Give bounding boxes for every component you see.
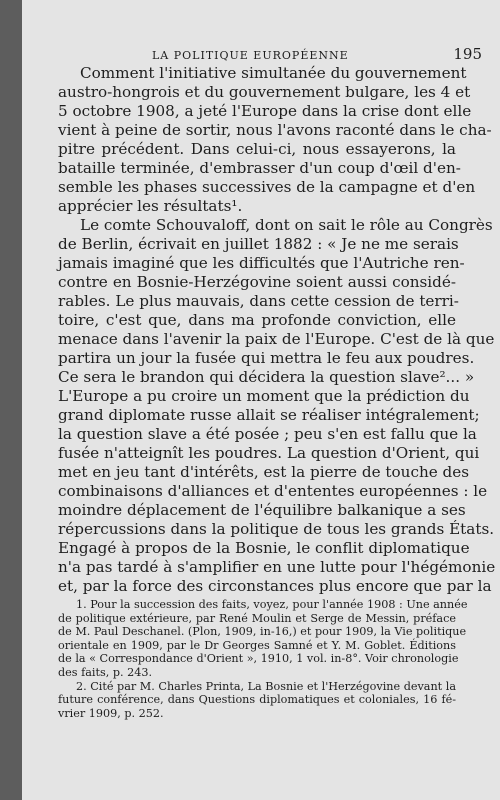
footnote-line: orientale en 1909, par le Dr Georges Samné et Y. M. Goblet. Éditions	[58, 638, 456, 652]
text-line: semble les phases successives de la campagne et d'en	[58, 178, 476, 196]
text-line: bataille terminée, d'embrasser d'un coup d'œil d'en-	[58, 159, 461, 177]
text-line: répercussions dans la politique de tous les grands États.	[58, 520, 495, 538]
text-line: vient à peine de sortir, nous l'avons raconté dans le cha-	[58, 121, 492, 139]
running-header	[152, 45, 482, 63]
running-title: LA POLITIQUE EUROPÉENNE	[152, 49, 349, 62]
text-line: n'a pas tardé à s'amplifier en une lutte pour l'hégémonie	[58, 558, 496, 576]
text-line: rables. Le plus mauvais, dans cette cession de terri-	[58, 292, 459, 310]
text-line: partira un jour la fusée qui mettra le feu aux poudres.	[58, 349, 475, 367]
footnote-line: des faits, p. 243.	[58, 665, 153, 679]
text-line: Ce sera le brandon qui décidera la question slave²... »	[58, 368, 475, 386]
footnote-line: de politique extérieure, par René Moulin et Serge de Messin, préface	[58, 611, 456, 625]
footnote-line: vrier 1909, p. 252.	[58, 706, 164, 720]
text-line: et, par la force des circonstances plus encore que par la	[58, 577, 492, 595]
text-line: menace dans l'avenir la paix de l'Europe. C'est de là que	[58, 330, 495, 348]
text-line: 5 octobre 1908, a jeté l'Europe dans la crise dont elle	[58, 102, 472, 120]
text-line: Le comte Schouvaloff, dont on sait le rôle au Congrès	[80, 216, 493, 234]
text-line: contre en Bosnie-Herzégovine soient aussi considé-	[58, 273, 456, 291]
footnote-line: 1. Pour la succession des faits, voyez, pour l'année 1908 : Une année	[76, 598, 468, 611]
body-text	[58, 64, 496, 596]
page-number: 195	[453, 45, 482, 63]
footnote-line: de M. Paul Deschanel. (Plon, 1909, in-16,) et pour 1909, la Vie politique	[58, 625, 467, 639]
footnote-line: 2. Cité par M. Charles Printa, La Bosnie et l'Herzégovine devant la	[76, 679, 456, 693]
footnote-line: future conférence, dans Questions diplomatiques et coloniales, 16 fé-	[58, 693, 456, 707]
text-line: toire, c'est que, dans ma profonde conviction, elle	[58, 311, 456, 329]
text-line: pitre précédent. Dans celui-ci, nous essayerons, la	[58, 140, 456, 158]
text-line: grand diplomate russe allait se réaliser intégralement;	[58, 406, 480, 424]
text-line: fusée n'atteignît les poudres. La question d'Orient, qui	[58, 444, 480, 462]
text-line: de Berlin, écrivait en juillet 1882 : « Je ne me serais	[58, 235, 459, 253]
text-line: L'Europe a pu croire un moment que la prédiction du	[58, 387, 470, 405]
text-line: la question slave a été posée ; peu s'en est fallu que la	[58, 425, 477, 443]
footnote-line: de la « Correspondance d'Orient », 1910, 1 vol. in-8°. Voir chronologie	[58, 652, 459, 666]
text-line: Engagé à propos de la Bosnie, le conflit diplomatique	[58, 539, 470, 557]
text-line: moindre déplacement de l'équilibre balkanique a ses	[58, 501, 466, 519]
text-line: Comment l'initiative simultanée du gouvernement	[80, 64, 467, 82]
book-page	[22, 0, 500, 800]
text-line: combinaisons d'alliances et d'ententes européennes : le	[58, 482, 488, 500]
text-line: met en jeu tant d'intérêts, est la pierre de touche des	[58, 463, 470, 481]
footnotes	[58, 598, 468, 720]
text-line: apprécier les résultats¹.	[58, 197, 243, 215]
text-line: austro-hongrois et du gouvernement bulgare, les 4 et	[58, 83, 471, 101]
text-line: jamais imaginé que les difficultés que l'Autriche ren-	[58, 254, 465, 272]
